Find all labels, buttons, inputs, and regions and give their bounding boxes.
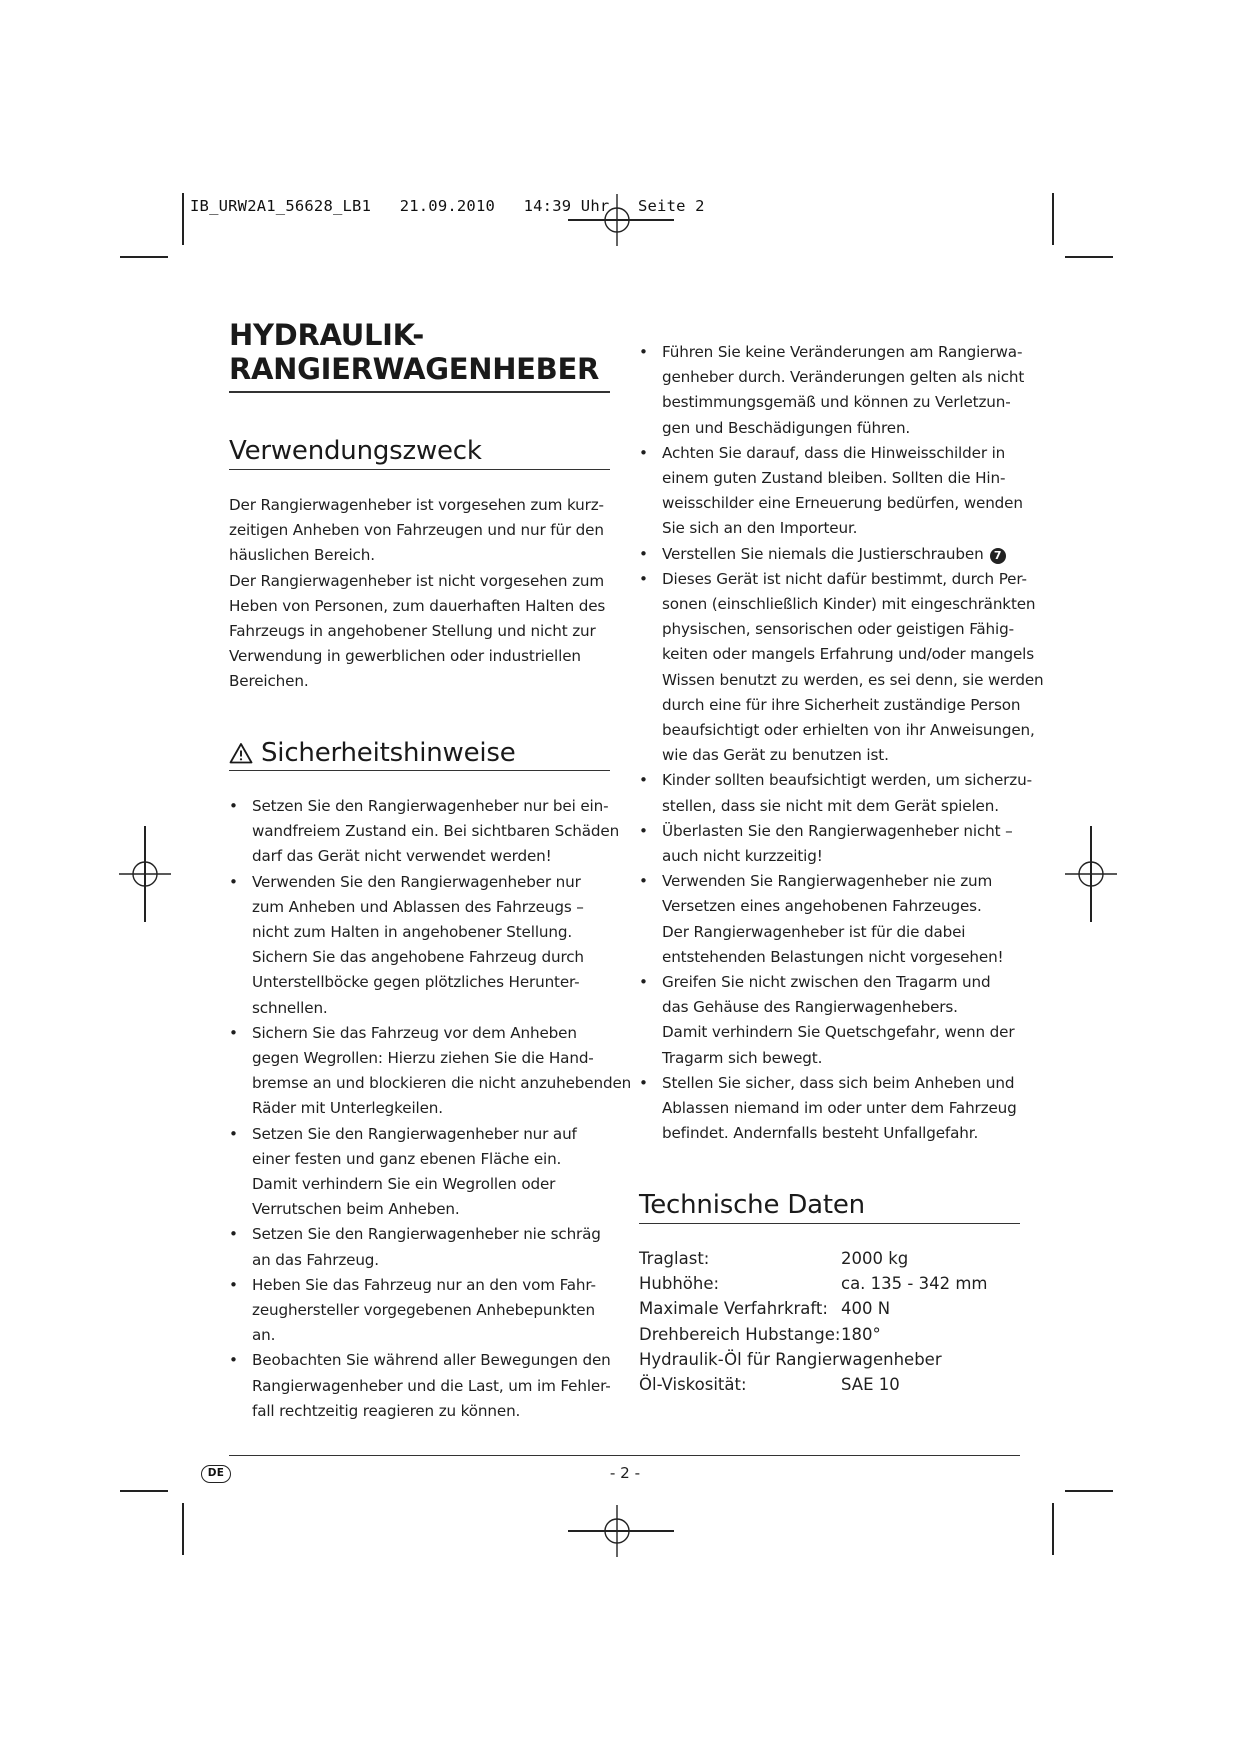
- section-heading-text: Sicherheitshinweise: [261, 738, 516, 768]
- list-item-text: physischen, sensorischen oder geistigen Fähig-: [662, 620, 1014, 639]
- paragraph-line: Verwendung in gewerblichen oder industriellen: [229, 647, 581, 666]
- list-item-text: gen und Beschädigungen führen.: [662, 418, 911, 437]
- list-item-text: befindet. Andernfalls besteht Unfallgefahr.: [662, 1124, 979, 1143]
- list-item: [639, 542, 1024, 567]
- crop-mark: [1065, 1490, 1113, 1492]
- list-item: [229, 1222, 614, 1272]
- registration-mark-icon: [589, 1503, 645, 1559]
- list-item-line: [662, 920, 1024, 945]
- list-item-text: gegen Wegrollen: Hierzu ziehen Sie die Hand-: [252, 1049, 594, 1068]
- list-item-line: [252, 1071, 632, 1096]
- list-item-text: Wissen benutzt zu werden, es sei denn, sie werden: [662, 670, 1044, 689]
- spec-key: Öl-Viskosität:: [639, 1375, 747, 1395]
- list-item-line: [252, 895, 614, 920]
- language-badge: DE: [201, 1465, 231, 1483]
- list-item-line: [662, 995, 1024, 1020]
- list-item-line: [662, 844, 1024, 869]
- list-item-line: [252, 1374, 614, 1399]
- list-item-text: Verwenden Sie Rangierwagenheber nie zum: [662, 872, 993, 891]
- list-item-text: Überlasten Sie den Rangierwagenheber nicht –: [662, 821, 1013, 840]
- list-item-line: [662, 668, 1044, 693]
- list-item-line: [662, 819, 1024, 844]
- list-item-text: Führen Sie keine Veränderungen am Rangierwa-: [662, 343, 1023, 361]
- registration-mark-icon: [1063, 846, 1119, 902]
- list-item-line: [252, 1298, 614, 1323]
- list-item: [229, 1021, 632, 1122]
- list-item-line: [662, 1071, 1024, 1096]
- list-item-line: [252, 996, 614, 1021]
- safety-list-right: [639, 340, 1044, 1147]
- crop-mark: [182, 1503, 184, 1555]
- list-item: [639, 441, 1024, 542]
- list-item-text: durch eine für ihre Sicherheit zuständige Person: [662, 695, 1021, 714]
- list-item: [639, 567, 1044, 769]
- list-item-line: [662, 970, 1024, 995]
- section-underline: [229, 469, 610, 470]
- list-item-line: [252, 1046, 614, 1071]
- bullet-icon: •: [229, 1275, 238, 1294]
- list-item-text: beaufsichtigt oder erhielten von ihr Anweisungen,: [662, 721, 1035, 740]
- print-slug: IB_URW2A1_56628_LB1 21.09.2010 14:39 Uhr Seite 2: [190, 197, 705, 215]
- list-item-text: Greifen Sie nicht zwischen den Tragarm und: [662, 973, 991, 992]
- list-item-text: Unterstellböcke gegen plötzliches Herunter-: [252, 973, 580, 992]
- paragraph-line: Heben von Personen, zum dauerhaften Halten des: [229, 596, 606, 615]
- list-item-line: [252, 819, 620, 844]
- list-item: [639, 819, 1024, 869]
- list-item-text: Kinder sollten beaufsichtigt werden, um sicherzu-: [662, 771, 1032, 790]
- list-item-text: Ablassen niemand im oder unter dem Fahrzeug: [662, 1099, 1017, 1118]
- bullet-icon: •: [639, 544, 648, 563]
- bullet-icon: •: [229, 1351, 238, 1370]
- section-underline: [229, 770, 610, 771]
- paragraph-line: Der Rangierwagenheber ist nicht vorgesehen zum: [229, 571, 605, 590]
- list-item-text: einem guten Zustand bleiben. Sollten die Hin-: [662, 469, 1006, 488]
- list-item: [229, 1273, 614, 1349]
- list-item-line: [662, 693, 1024, 718]
- list-item-line: [662, 617, 1024, 642]
- bullet-icon: •: [639, 343, 648, 361]
- table-row: [639, 1296, 988, 1321]
- table-row: [639, 1347, 988, 1372]
- list-item-line: [252, 870, 614, 895]
- list-item-text: das Gehäuse des Rangierwagenhebers.: [662, 998, 958, 1017]
- list-item-line: [662, 592, 1036, 617]
- list-item: [639, 1071, 1024, 1147]
- registration-mark-icon: [589, 192, 645, 248]
- list-item-text: nicht zum Halten in angehobener Stellung.: [252, 923, 573, 942]
- page-number: - 2 -: [609, 1464, 641, 1482]
- list-item-text: stellen, dass sie nicht mit dem Gerät spielen.: [662, 796, 999, 815]
- list-item-text: Beobachten Sie während aller Bewegungen den: [252, 1351, 611, 1370]
- list-item-line: [662, 1020, 1024, 1045]
- crop-mark: [1065, 256, 1113, 258]
- table-row: [639, 1322, 988, 1347]
- table-row: [639, 1271, 988, 1296]
- verwendungszweck-paragraph: [229, 493, 610, 695]
- bullet-icon: •: [229, 1023, 238, 1042]
- list-item: [229, 1348, 614, 1424]
- list-item-line: [252, 844, 614, 869]
- title-line: RANGIERWAGENHEBER: [229, 352, 600, 386]
- warning-triangle-icon: [229, 741, 253, 771]
- list-item-text: auch nicht kurzzeitig!: [662, 847, 823, 866]
- list-item-text: Damit verhindern Sie ein Wegrollen oder: [252, 1175, 556, 1194]
- list-item-text: Sichern Sie das angehobene Fahrzeug durch: [252, 948, 584, 967]
- list-item-text: Dieses Gerät ist nicht dafür bestimmt, durch Per-: [662, 569, 1027, 588]
- list-item: [229, 1122, 614, 1223]
- list-item-line: [662, 567, 1027, 592]
- spec-value: SAE 10: [841, 1375, 900, 1395]
- bullet-icon: •: [639, 973, 648, 992]
- paragraph-line: Fahrzeugs in angehobener Stellung und nicht zur: [229, 622, 596, 641]
- crop-mark: [120, 1490, 168, 1492]
- crop-mark: [182, 193, 184, 245]
- list-item-line: [662, 743, 1024, 768]
- list-item-line: [662, 516, 1024, 541]
- section-heading-sicherheitshinweise: [229, 738, 516, 771]
- list-item: [229, 794, 620, 870]
- list-item-line: [662, 340, 1024, 365]
- list-item-line: [662, 491, 1024, 516]
- list-item-line: [252, 920, 614, 945]
- list-item-line: [252, 1147, 614, 1172]
- list-item-text: Rangierwagenheber und die Last, um im Fehler-: [252, 1376, 611, 1395]
- list-item-text: Achten Sie darauf, dass die Hinweisschilder in: [662, 443, 1006, 462]
- list-item: [639, 340, 1024, 441]
- list-item-text: sonen (einschließlich Kinder) mit eingeschränkten: [662, 595, 1036, 614]
- list-item-line: [662, 718, 1035, 743]
- list-item-line: [252, 1399, 614, 1424]
- list-item-line: [662, 869, 1024, 894]
- list-item: [639, 869, 1024, 970]
- list-item-text: Setzen Sie den Rangierwagenheber nur bei ein-: [252, 797, 609, 815]
- list-item-line: [252, 1021, 614, 1046]
- list-item-line: [662, 1096, 1024, 1121]
- list-item-text: an.: [252, 1326, 276, 1345]
- list-item-line: [252, 1122, 614, 1147]
- list-item-text: keiten oder mangels Erfahrung und/oder mangels: [662, 645, 1034, 664]
- spec-value: 180°: [841, 1324, 881, 1344]
- paragraph-line: Der Rangierwagenheber ist vorgesehen zum kurz-: [229, 496, 604, 514]
- list-item-text: wie das Gerät zu benutzen ist.: [662, 746, 889, 765]
- list-item-text: zum Anheben und Ablassen des Fahrzeugs –: [252, 897, 584, 916]
- list-item-text: bremse an und blockieren die nicht anzuhebenden: [252, 1074, 632, 1093]
- list-item-text: Setzen Sie den Rangierwagenheber nur auf: [252, 1124, 577, 1143]
- list-item-text: Verwenden Sie den Rangierwagenheber nur: [252, 872, 581, 891]
- section-heading-verwendungszweck: Verwendungszweck: [229, 436, 482, 466]
- safety-list-left: [229, 794, 632, 1424]
- list-item-text: Damit verhindern Sie Quetschgefahr, wenn der: [662, 1023, 1015, 1042]
- list-item-text: bestimmungsgemäß und können zu Verletzun-: [662, 393, 1011, 412]
- crop-mark: [1052, 1503, 1054, 1555]
- bullet-icon: •: [229, 797, 238, 815]
- spec-key: Hubhöhe:: [639, 1274, 720, 1294]
- list-item-text: Heben Sie das Fahrzeug nur an den vom Fahr-: [252, 1275, 596, 1294]
- list-item-text: einer festen und ganz ebenen Fläche ein.: [252, 1149, 562, 1168]
- spec-value: ca. 135 - 342 mm: [841, 1274, 988, 1294]
- crop-mark: [120, 256, 168, 258]
- list-item-line: [662, 1046, 1024, 1071]
- list-item-text: Sie sich an den Importeur.: [662, 519, 858, 538]
- list-item-text: genheber durch. Veränderungen gelten als nicht: [662, 368, 1025, 387]
- list-item-text: schnellen.: [252, 998, 328, 1017]
- list-item-text: darf das Gerät nicht verwendet werden!: [252, 847, 552, 866]
- table-row: [639, 1372, 988, 1397]
- list-item-line: [662, 466, 1024, 491]
- footer-rule: [229, 1455, 1020, 1456]
- list-item-line: [662, 768, 1032, 793]
- spec-key: Maximale Verfahrkraft:: [639, 1299, 828, 1319]
- paragraph-line: Bereichen.: [229, 672, 309, 691]
- list-item: [639, 970, 1024, 1071]
- list-item-text: entstehenden Belastungen nicht vorgesehen!: [662, 947, 1004, 966]
- list-item-text: Setzen Sie den Rangierwagenheber nie schräg: [252, 1225, 601, 1244]
- list-item-line: [252, 945, 614, 970]
- list-item-line: [662, 542, 1024, 567]
- list-item-text: Der Rangierwagenheber ist für die dabei: [662, 922, 966, 941]
- list-item-line: [662, 794, 1024, 819]
- list-item-line: [662, 642, 1034, 667]
- section-heading-technische-daten: Technische Daten: [639, 1190, 865, 1220]
- spec-key: Hydraulik-Öl für Rangierwagenheber: [639, 1349, 942, 1369]
- title-line: HYDRAULIK-: [229, 318, 425, 352]
- bullet-icon: •: [639, 872, 648, 891]
- list-item-line: [252, 1096, 614, 1121]
- bullet-icon: •: [229, 872, 238, 891]
- bullet-icon: •: [229, 1225, 238, 1244]
- list-item-line: [252, 1172, 614, 1197]
- list-item: [229, 870, 614, 1021]
- paragraph-line: häuslichen Bereich.: [229, 546, 375, 565]
- list-item-text: Sichern Sie das Fahrzeug vor dem Anheben: [252, 1023, 577, 1042]
- spec-key: Drehbereich Hubstange:: [639, 1324, 841, 1344]
- bullet-icon: •: [639, 569, 648, 588]
- bullet-icon: •: [639, 1073, 648, 1092]
- spec-value: 400 N: [841, 1299, 891, 1319]
- callout-number-icon: 7: [990, 548, 1006, 564]
- bullet-icon: •: [639, 443, 648, 462]
- title-underline: [229, 391, 610, 393]
- list-item-line: [662, 441, 1024, 466]
- registration-mark-icon: [117, 846, 173, 902]
- crop-mark: [1052, 193, 1054, 245]
- list-item-line: [662, 365, 1024, 390]
- list-item-line: [662, 1121, 1024, 1146]
- list-item-line: [252, 1273, 614, 1298]
- list-item-line: [662, 945, 1024, 970]
- list-item-text: Stellen Sie sicher, dass sich beim Anheben und: [662, 1073, 1015, 1092]
- list-item-text: Räder mit Unterlegkeilen.: [252, 1099, 443, 1118]
- list-item-line: [252, 1248, 614, 1273]
- spec-value: 2000 kg: [841, 1249, 909, 1268]
- bullet-icon: •: [229, 1124, 238, 1143]
- list-item-line: [662, 390, 1024, 415]
- list-item: [639, 768, 1032, 818]
- list-item-text: weisschilder eine Erneuerung bedürfen, wenden: [662, 494, 1023, 513]
- list-item-text: wandfreiem Zustand ein. Bei sichtbaren Schäden: [252, 822, 620, 841]
- specs-table: [639, 1246, 988, 1397]
- list-item-text: Verstellen Sie niemals die Justierschrauben: [662, 544, 984, 563]
- list-item-line: [252, 970, 614, 995]
- list-item-line: [252, 1197, 614, 1222]
- table-row: [639, 1246, 988, 1271]
- bullet-icon: •: [639, 821, 648, 840]
- list-item-line: [252, 1348, 614, 1373]
- list-item-text: Versetzen eines angehobenen Fahrzeuges.: [662, 897, 982, 916]
- page-title: [229, 318, 609, 386]
- paragraph-line: zeitigen Anheben von Fahrzeugen und nur für den: [229, 521, 604, 540]
- list-item-text: Tragarm sich bewegt.: [662, 1048, 823, 1067]
- list-item-text: Verrutschen beim Anheben.: [252, 1200, 460, 1219]
- list-item-line: [252, 1323, 614, 1348]
- section-underline: [639, 1223, 1020, 1224]
- spec-key: Traglast:: [639, 1249, 710, 1268]
- list-item-line: [252, 794, 614, 819]
- list-item-text: zeughersteller vorgegebenen Anhebepunkten: [252, 1301, 595, 1320]
- list-item-line: [662, 416, 1024, 441]
- list-item-line: [252, 1222, 614, 1247]
- list-item-line: [662, 894, 1024, 919]
- bullet-icon: •: [639, 771, 648, 790]
- list-item-text: an das Fahrzeug.: [252, 1250, 379, 1269]
- list-item-text: fall rechtzeitig reagieren zu können.: [252, 1401, 521, 1420]
